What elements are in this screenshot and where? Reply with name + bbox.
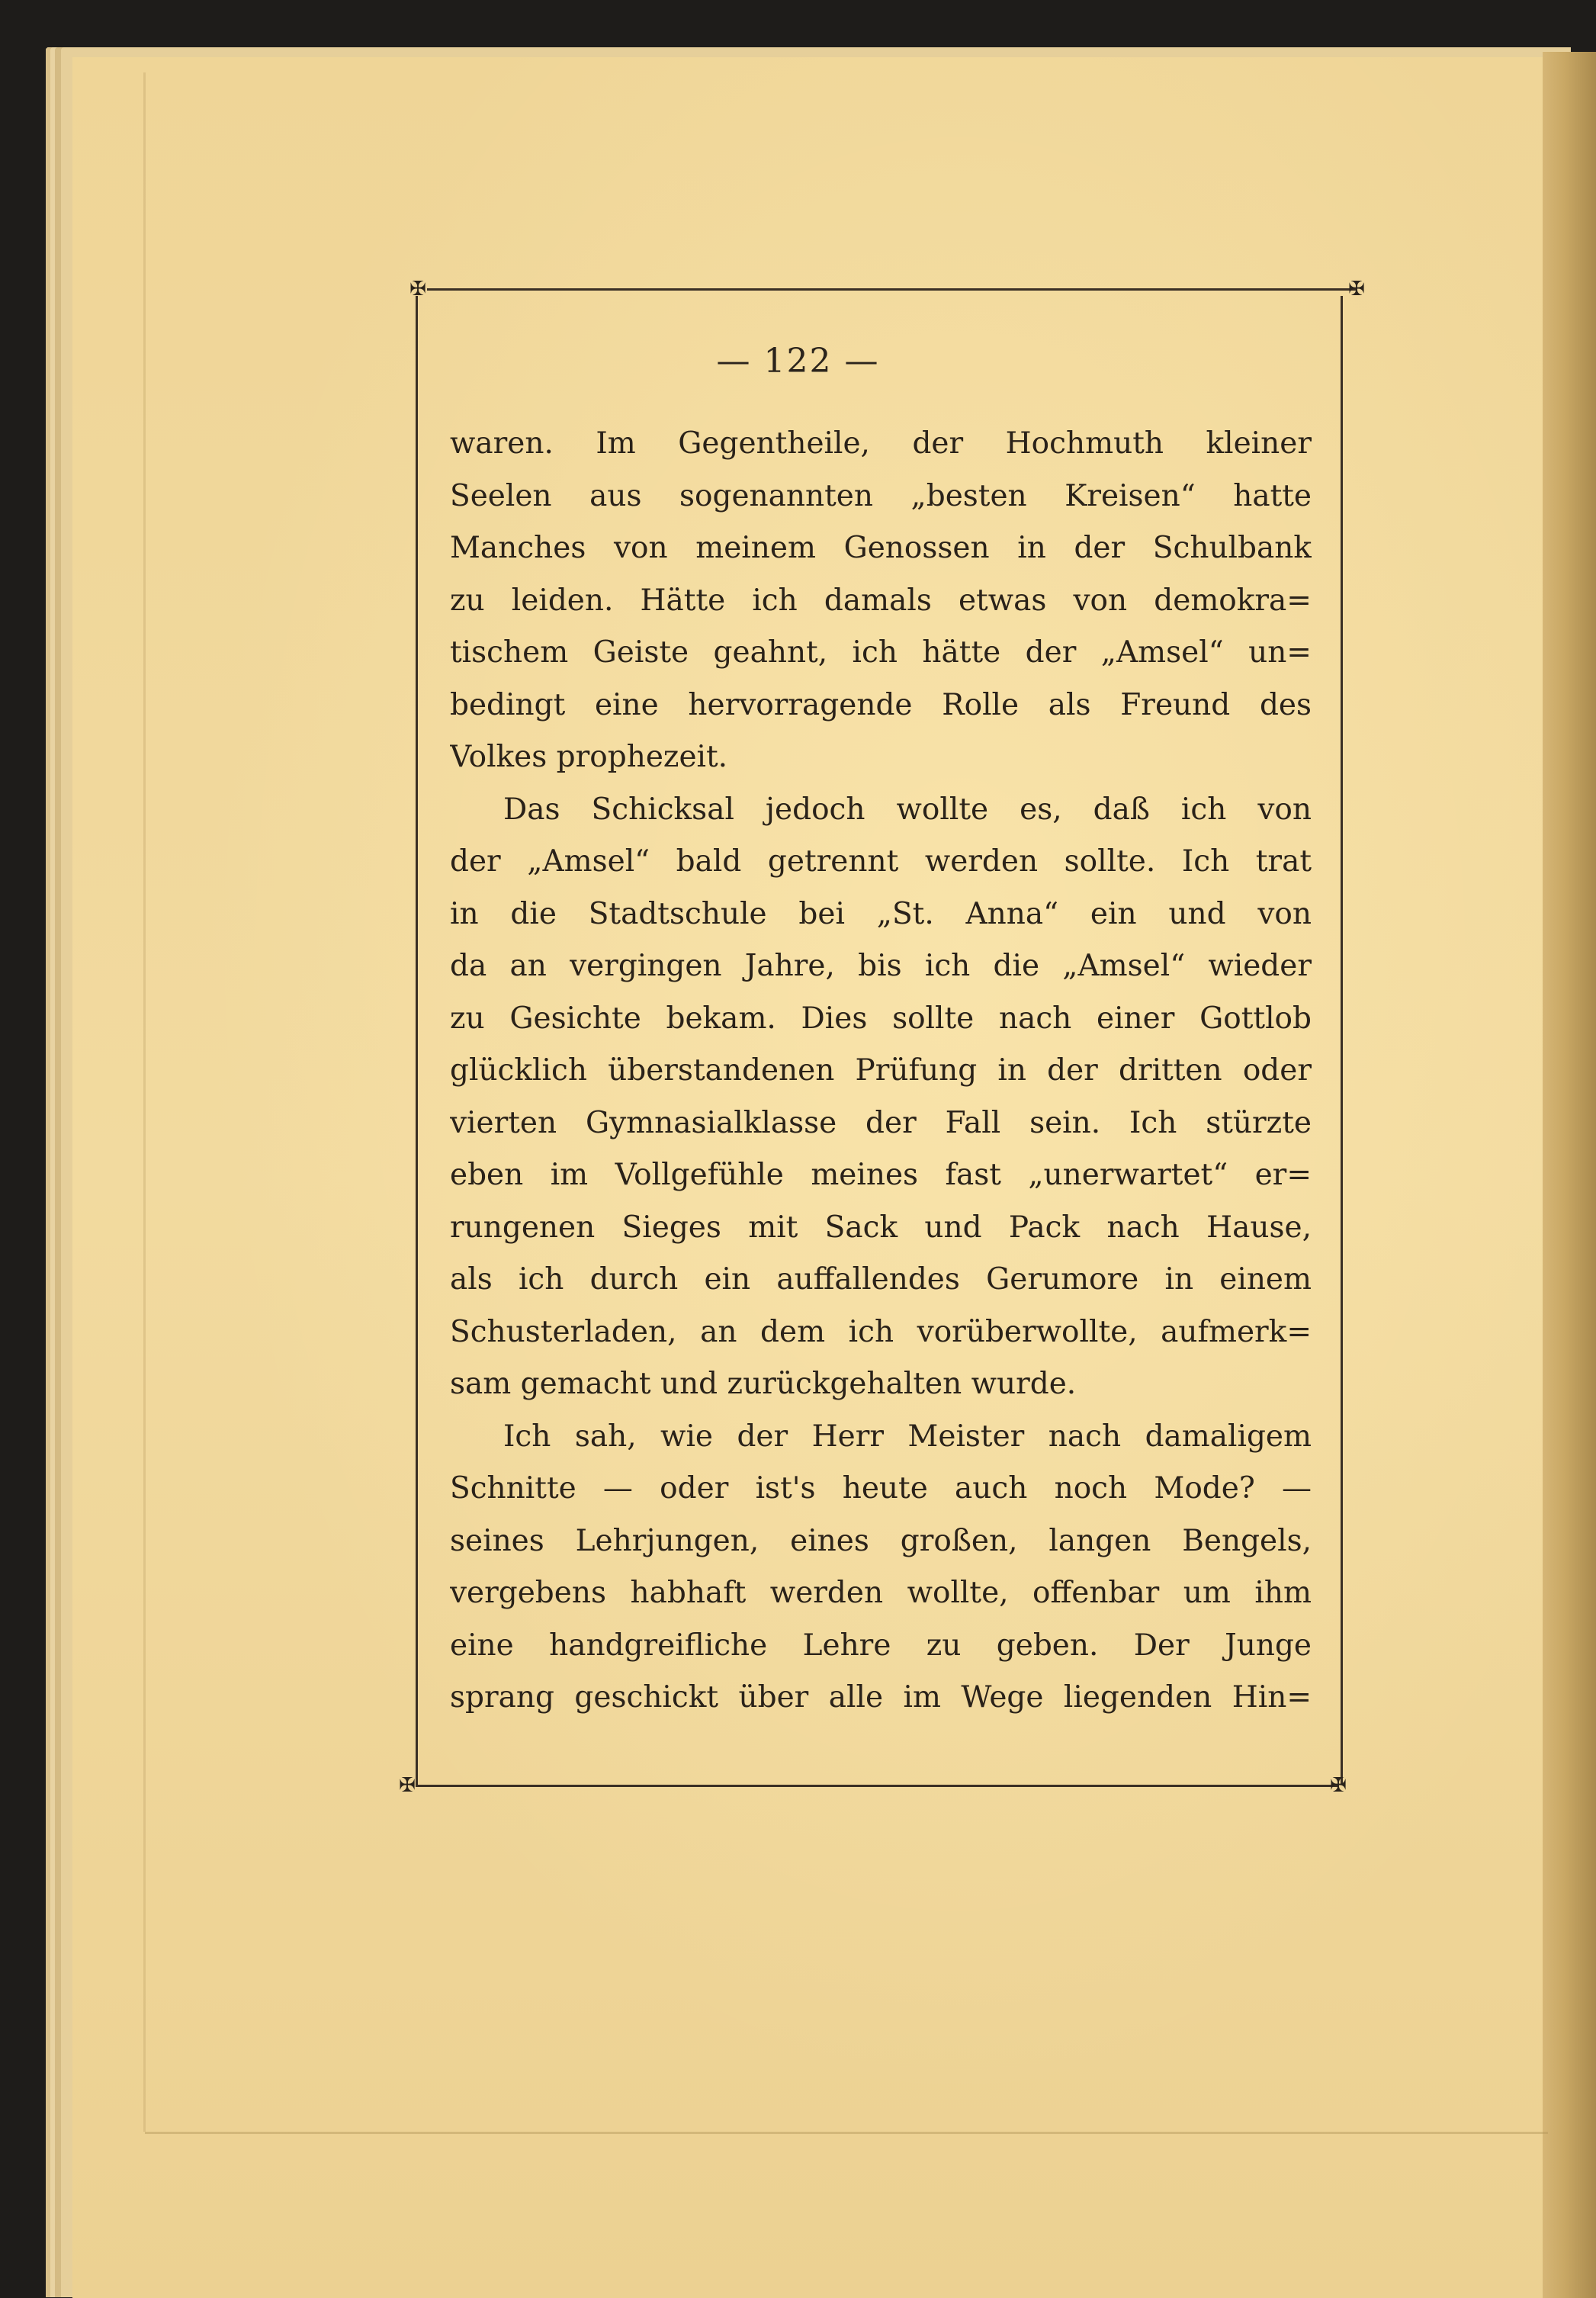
text-line: vergebens habhaft werden wollte, offenbar um ihm [450,1576,1312,1610]
text-line: tischem Geiste geahnt, ich hätte der „Amsel“ un= [450,635,1312,670]
frame-left-line [416,296,418,1785]
ornament-cross-icon: ✠ [409,278,426,301]
text-line: vierten Gymnasialklasse der Fall sein. Ich stürzte [450,1105,1312,1140]
page-number: — 122 — [716,342,880,381]
ornament-cross-icon: ✠ [1348,278,1365,301]
text-line: da an vergingen Jahre, bis ich die „Amsel“ wieder [450,949,1312,983]
text-line: Volkes prophezeit. [450,740,728,774]
text-line: Manches von meinem Genossen in der Schulbank [450,531,1312,565]
text-line: zu leiden. Hätte ich damals etwas von demokra= [450,583,1312,618]
ornament-cross-icon: ✠ [1330,1774,1347,1797]
text-line: als ich durch ein auffallendes Gerumore in einem [450,1262,1312,1297]
text-line: eben im Vollgefühle meines fast „unerwartet“ er= [450,1158,1312,1192]
text-line: eine handgreifliche Lehre zu geben. Der Junge [450,1628,1312,1663]
ornament-cross-icon: ✠ [399,1774,416,1797]
text-line: zu Gesichte bekam. Dies sollte nach einer Gottlob [450,1001,1312,1036]
text-line: sam gemacht und zurückgehalten wurde. [450,1367,1077,1401]
frame-top-line [427,288,1357,291]
body-text [450,418,1312,1724]
page-crease-vertical [143,72,146,2132]
text-line: Schnitte — oder ist's heute auch noch Mode? — [450,1471,1312,1506]
facing-page-edge [1543,52,1596,2298]
text-line: glücklich überstandenen Prüfung in der dritten oder [450,1053,1312,1088]
frame-bottom-line [416,1785,1338,1787]
text-line: Das Schicksal jedoch wollte es, daß ich von [503,792,1312,827]
text-line: der „Amsel“ bald getrennt werden sollte. Ich trat [450,844,1312,879]
text-line: rungenen Sieges mit Sack und Pack nach Hause, [450,1210,1312,1245]
text-line: Schusterladen, an dem ich vorüberwollte, aufmerk= [450,1314,1312,1349]
text-line: Seelen aus sogenannten „besten Kreisen“ hatte [450,478,1312,513]
page-crease-horizontal [145,2132,1548,2134]
frame-right-line [1341,296,1343,1785]
text-line: sprang geschickt über alle im Wege liegenden Hin= [450,1680,1312,1715]
text-line: waren. Im Gegentheile, der Hochmuth kleiner [450,426,1312,461]
text-line: bedingt eine hervorragende Rolle als Freund des [450,687,1312,722]
text-line: in die Stadtschule bei „St. Anna“ ein und von [450,896,1312,931]
text-line: seines Lehrjungen, eines großen, langen Bengels, [450,1523,1312,1558]
text-line: Ich sah, wie der Herr Meister nach damaligem [503,1419,1312,1454]
